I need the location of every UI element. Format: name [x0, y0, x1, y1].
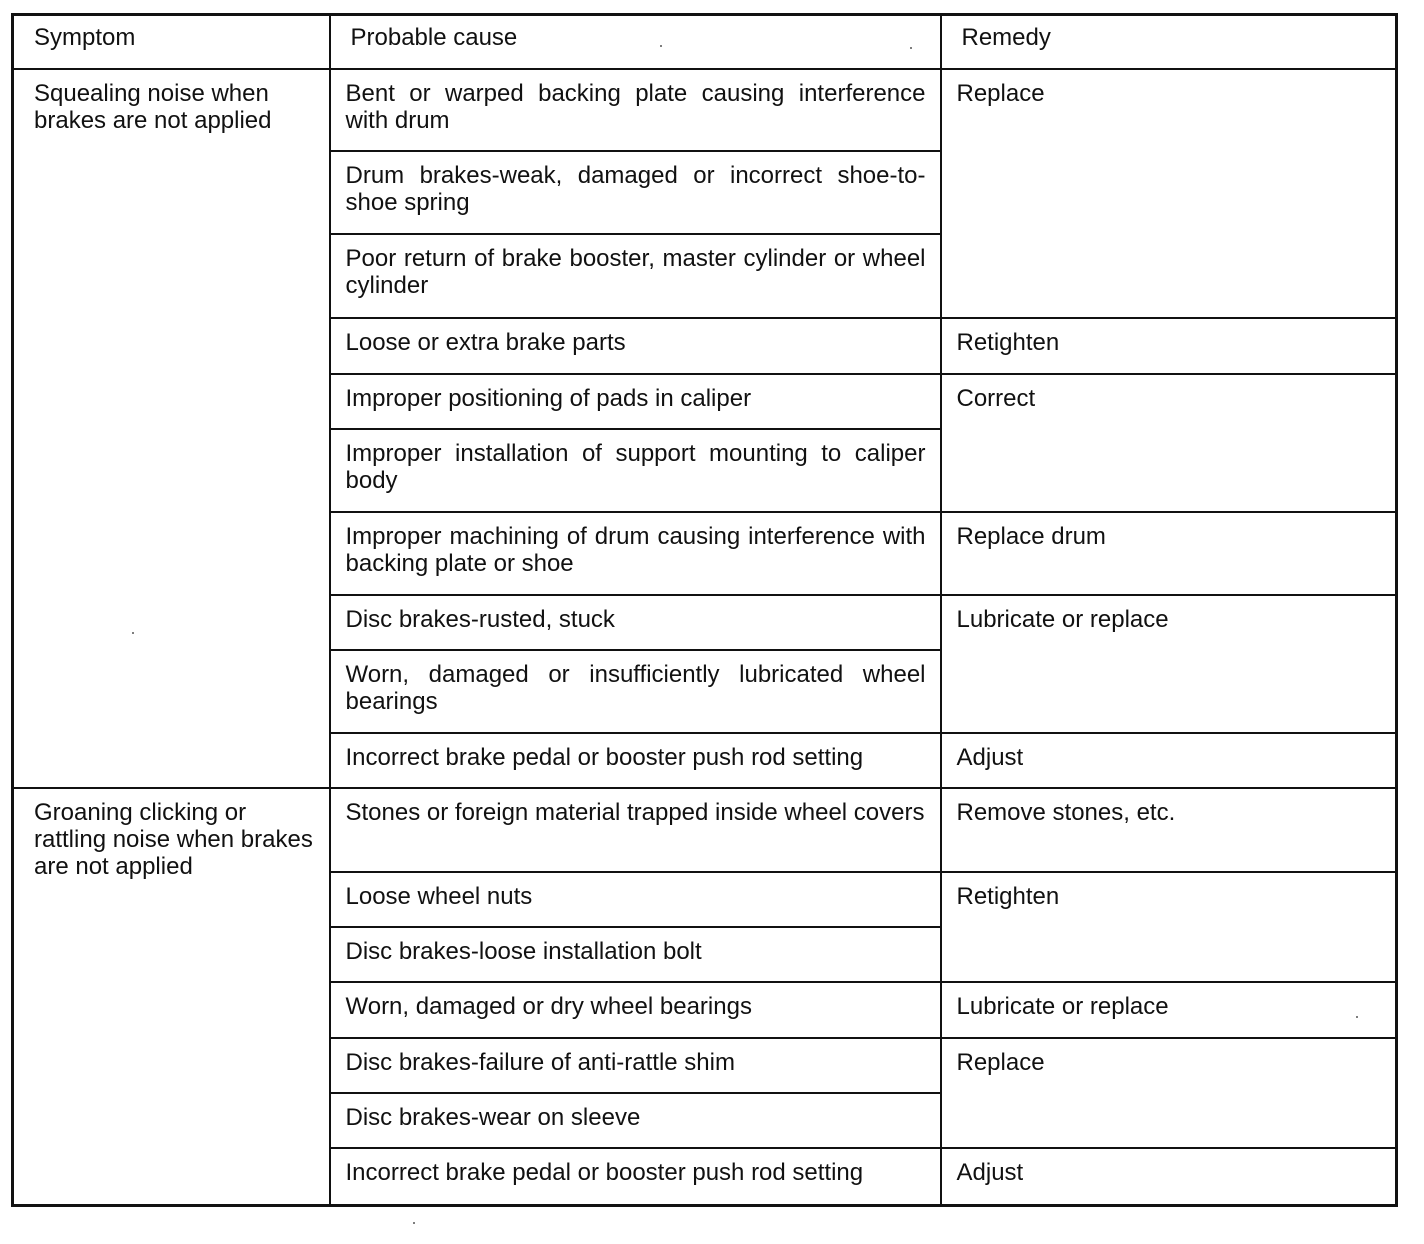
scan-speck	[132, 632, 134, 634]
scan-speck	[660, 45, 662, 47]
remedy-cell: Retighten	[941, 318, 1397, 374]
header-remedy: Remedy	[941, 15, 1397, 70]
symptom-cell: Squealing noise when brakes are not applied	[13, 69, 330, 788]
scan-speck	[1356, 1016, 1358, 1018]
cause-cell: Improper positioning of pads in caliper	[330, 374, 941, 429]
scan-speck	[413, 1222, 415, 1224]
troubleshooting-table	[11, 13, 1398, 1207]
remedy-cell: Replace	[941, 1038, 1397, 1148]
cause-cell: Stones or foreign material trapped inside wheel covers	[330, 788, 941, 872]
table-row	[13, 788, 1397, 872]
troubleshooting-table-container	[11, 13, 1395, 1201]
remedy-cell: Replace drum	[941, 512, 1397, 595]
cause-cell: Loose or extra brake parts	[330, 318, 941, 374]
table-row	[13, 69, 1397, 151]
header-row	[13, 15, 1397, 70]
scan-speck	[910, 47, 912, 49]
cause-cell: Incorrect brake pedal or booster push rod setting	[330, 733, 941, 788]
cause-cell: Worn, damaged or insufficiently lubricated wheel bearings	[330, 650, 941, 733]
cause-cell: Bent or warped backing plate causing interference with drum	[330, 69, 941, 151]
cause-cell: Improper machining of drum causing interference with backing plate or shoe	[330, 512, 941, 595]
cause-cell: Loose wheel nuts	[330, 872, 941, 927]
header-symptom: Symptom	[13, 15, 330, 70]
cause-cell: Incorrect brake pedal or booster push rod setting	[330, 1148, 941, 1205]
remedy-cell: Correct	[941, 374, 1397, 512]
remedy-cell: Remove stones, etc.	[941, 788, 1397, 872]
symptom-cell: Groaning clicking or rattling noise when brakes are not applied	[13, 788, 330, 1205]
remedy-cell: Replace	[941, 69, 1397, 318]
cause-cell: Disc brakes-failure of anti-rattle shim	[330, 1038, 941, 1093]
cause-cell: Disc brakes-rusted, stuck	[330, 595, 941, 650]
remedy-cell: Adjust	[941, 1148, 1397, 1205]
remedy-cell: Retighten	[941, 872, 1397, 982]
header-probable-cause: Probable cause	[330, 15, 941, 70]
cause-cell: Poor return of brake booster, master cylinder or wheel cylinder	[330, 234, 941, 318]
remedy-cell: Lubricate or replace	[941, 595, 1397, 733]
remedy-cell: Adjust	[941, 733, 1397, 788]
cause-cell: Disc brakes-wear on sleeve	[330, 1093, 941, 1148]
cause-cell: Drum brakes-weak, damaged or incorrect shoe-to-shoe spring	[330, 151, 941, 234]
cause-cell: Improper installation of support mounting to caliper body	[330, 429, 941, 512]
cause-cell: Disc brakes-loose installation bolt	[330, 927, 941, 982]
cause-cell: Worn, damaged or dry wheel bearings	[330, 982, 941, 1038]
remedy-cell: Lubricate or replace	[941, 982, 1397, 1038]
